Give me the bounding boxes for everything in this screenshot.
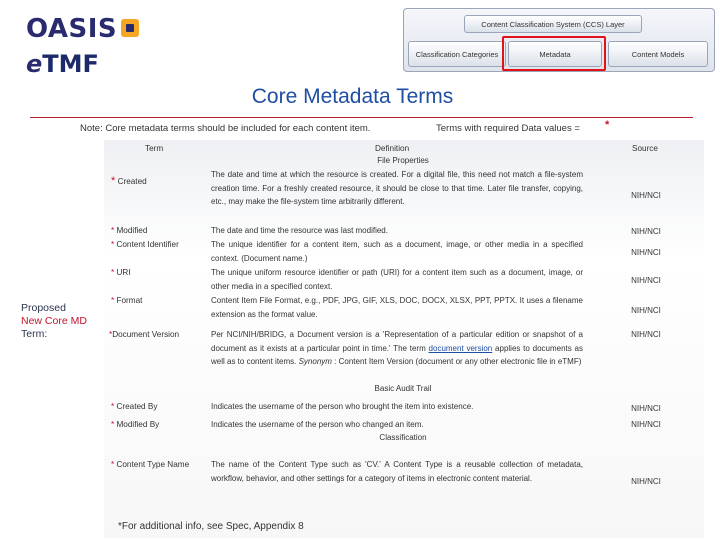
term-created-by: Created By [116,402,158,411]
required-star: * [109,330,113,339]
definition-document-version [211,328,583,369]
core-terms-note: Note: Core metadata terms should be included for each content item. [80,123,371,134]
term-document-version: Document Version [112,330,180,339]
title-divider [30,117,693,118]
source-uri: NIH/NCI [631,276,661,285]
header-term: Term [145,144,164,153]
ccs-metadata-box: Metadata [508,41,602,67]
definition-modified-by: Indicates the username of the person who changed an item. [211,420,424,429]
oasis-logo [26,14,139,44]
definition-created: The date and time at which the resource is created. For a digital file, this need not match a file-system creation time. For a freshly created resource, it should be close to that time. Later file transfer, copying, etc., may make the file-system time arbitrarily different. [211,170,583,206]
synonym-label: Synonym [298,357,332,366]
required-star: * [111,268,115,277]
section-file-properties: File Properties [377,156,429,165]
required-star: * [111,420,115,429]
section-classification: Classification [379,433,427,442]
header-definition: Definition [375,144,410,153]
table-row-term [111,226,147,235]
required-star: * [111,402,115,411]
etmf-logo-text: TMF [42,50,99,78]
term-modified: Modified [116,226,148,235]
table-row-term [111,402,157,411]
proposed-line2: New Core MD [21,315,87,327]
table-row-term [111,268,131,277]
definition-content-type-name: The name of the Content Type such as 'CV.' A Content Type is a reusable collection of metadata, workflow, behavior, and other settings for a category of items in electronic content material. [211,460,583,483]
source-modified: NIH/NCI [631,227,661,236]
definition-text: : Content Item Version (document or any other electronic file in eTMF) [331,357,582,366]
metadata-highlight-frame [502,36,606,71]
page-title: Core Metadata Terms [251,85,454,108]
source-modified-by: NIH/NCI [631,420,661,429]
source-content-identifier: NIH/NCI [631,248,661,257]
term-modified-by: Modified By [116,420,160,429]
term-format: Format [116,296,143,305]
definition-created-by: Indicates the username of the person who brought the item into existence. [211,402,474,411]
definition-text: Per NCI/NIH/BRIDG, a Document version is a 'Representation of a particular edition or snapshot of a document as it exists at a particular point in time.' The term [211,330,583,353]
etmf-logo [26,50,99,78]
required-star: * [111,226,115,235]
etmf-logo-e: e [26,50,43,78]
term-created: Created [117,177,147,186]
proposed-line1: Proposed [21,302,66,314]
ccs-classification-categories-box: Classification Categories [408,41,506,67]
term-content-identifier: Content Identifier [116,240,179,249]
section-basic-audit-trail: Basic Audit Trail [374,384,432,393]
definition-content-identifier: The unique identifier for a content item, such as a document, image, or other media in a specified context. (Document name.) [211,240,583,263]
source-content-type-name: NIH/NCI [631,477,661,486]
term-content-type-name: Content Type Name [116,460,190,469]
table-row-term [111,175,147,187]
oasis-logo-text: OASIS [26,14,118,44]
table-row-term [111,296,142,305]
footnote: *For additional info, see Spec, Appendix 8 [118,521,304,532]
proposed-line3: Term: [21,328,48,340]
document-version-link[interactable]: document version [428,343,493,353]
source-created-by: NIH/NCI [631,404,661,413]
required-star-marker: * [605,119,610,131]
source-created: NIH/NCI [631,191,661,200]
required-values-note: Terms with required Data values = [436,123,580,134]
ccs-layer-title: Content Classification System (CCS) Layer [464,15,642,33]
table-row-term [109,330,179,339]
proposed-new-core-md-label [21,302,87,341]
oasis-logo-mark-icon [121,19,139,37]
ccs-content-models-box: Content Models [608,41,708,67]
table-row-term [111,420,159,429]
definition-modified: The date and time the resource was last modified. [211,226,388,235]
term-uri: URI [116,268,131,277]
definition-format: Content Item File Format, e.g., PDF, JPG, GIF, XLS, DOC, DOCX, XLSX, PPT, PPTX. It uses a filename extension as the format value. [211,296,583,319]
table-row-term [111,240,179,249]
table-row-term [111,460,189,469]
source-document-version: NIH/NCI [631,330,661,339]
required-star: * [111,240,115,249]
header-source: Source [632,144,658,153]
required-star: * [111,175,116,187]
source-format: NIH/NCI [631,306,661,315]
required-star: * [111,460,115,469]
definition-uri: The unique uniform resource identifier or path (URI) for a content item such as a document, image, or other media in a specified context. [211,268,583,291]
definition-text: applies to documents as well as to content items. [211,343,584,366]
required-star: * [111,296,115,305]
